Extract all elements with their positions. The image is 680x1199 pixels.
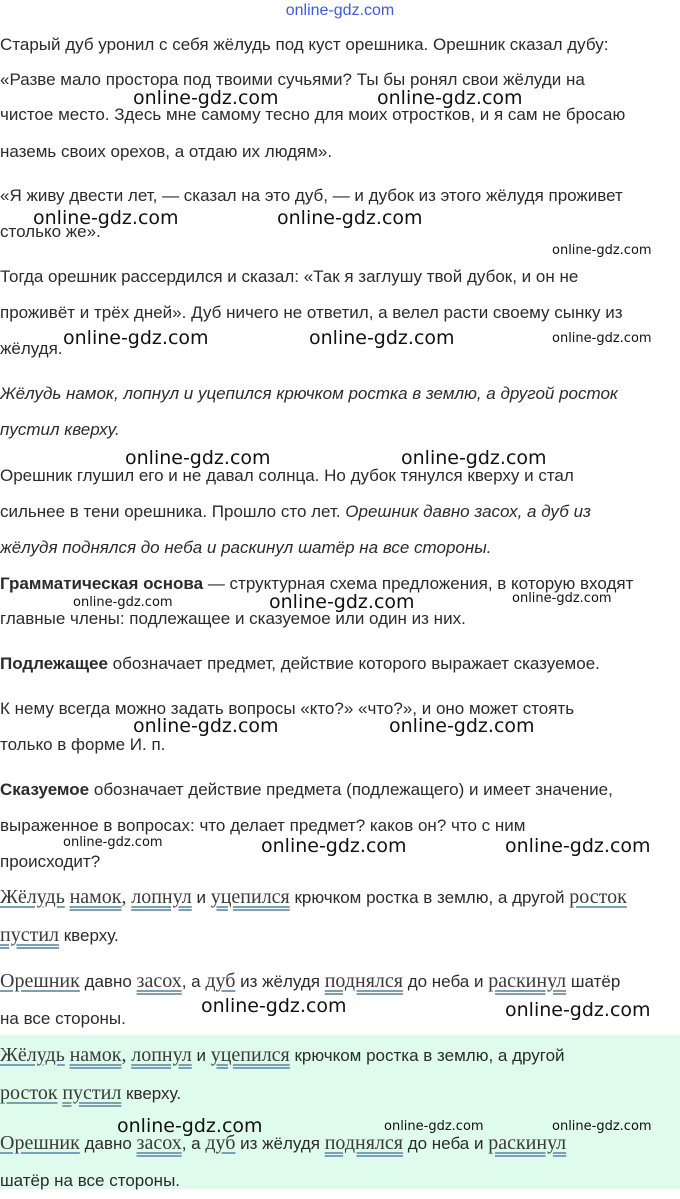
plain-text: шатёр (566, 972, 621, 991)
subject-word: Орешник (0, 1132, 80, 1154)
story-line: чистое место. Здесь мне самому тесно для моих отростков, и я сам не бросаю (0, 105, 626, 124)
watermark: online-gdz.com (401, 447, 547, 469)
watermark: online-gdz.com (63, 327, 209, 349)
italic-text: Орешник давно засох, а дуб из (345, 502, 591, 521)
plain-text: до неба и (402, 1134, 489, 1153)
predicate-word: поднялся (324, 1132, 403, 1154)
parsed-sentence-line (0, 878, 680, 916)
watermark: online-gdz.com (261, 835, 407, 857)
story-line: проживёт и трёх дней». Дуб ничего не ответил, а велел расти своему сынку из (0, 303, 623, 322)
separator: и (191, 1046, 211, 1065)
watermark: online-gdz.com (389, 715, 535, 737)
parsed-sentence-line (0, 916, 680, 954)
italic-text: жёлудя поднялся до неба и раскинул шатёр на все стороны. (0, 538, 492, 557)
watermark: online-gdz.com (269, 591, 415, 613)
watermark: online-gdz.com (201, 995, 347, 1017)
watermark: online-gdz.com (552, 331, 652, 346)
parsed-sentence-line: на все стороны. (0, 1009, 126, 1028)
subject-word: росток (0, 1082, 58, 1104)
story-line-italic (0, 375, 680, 412)
story-line-italic (0, 411, 680, 448)
site-header-link[interactable]: online-gdz.com (285, 2, 395, 19)
story-line: «Разве мало простора под твоими сучьями? Ты бы ронял свои жёлуди на (0, 70, 585, 89)
watermark: online-gdz.com (505, 835, 651, 857)
story-line: столько же». (0, 222, 101, 241)
story-line (0, 493, 680, 530)
plain-text: из жёлудя (235, 972, 325, 991)
watermark: online-gdz.com (73, 595, 173, 610)
watermark: online-gdz.com (552, 243, 652, 258)
predicate-word: раскинул (488, 970, 567, 992)
definition-text: обозначает предмет, действие которого выражает сказуемое. (107, 654, 600, 673)
predicate-word: раскинул (488, 1132, 567, 1154)
predicate-word: лопнул (131, 1044, 192, 1066)
definition-text: — структурная схема предложения, в которую входят (203, 574, 634, 593)
predicate-word: лопнул (131, 886, 192, 908)
predicate-word: уцепился (210, 886, 290, 908)
watermark: online-gdz.com (384, 1119, 484, 1134)
plain-text: давно (79, 1134, 137, 1153)
separator: , (121, 1044, 127, 1066)
predicate-word: поднялся (324, 970, 403, 992)
subject-word: Жёлудь (0, 1044, 65, 1066)
definition-line (0, 771, 680, 808)
plain-text: , а (181, 972, 206, 991)
italic-text: пустил кверху. (0, 420, 120, 439)
watermark: online-gdz.com (125, 447, 271, 469)
story-line: Тогда орешник рассердился и сказал: «Так я заглушу твой дубок, и он не (0, 267, 579, 286)
predicate-word: намок (69, 886, 122, 908)
definition-line: происходит? (0, 852, 101, 871)
plain-text: из жёлудя (235, 1134, 325, 1153)
predicate-word: уцепился (210, 1044, 290, 1066)
watermark: online-gdz.com (133, 87, 279, 109)
parsed-sentence-line (0, 1074, 680, 1112)
watermark: online-gdz.com (117, 1115, 263, 1137)
definition-line: главные члены: подлежащее и сказуемое или один из них. (0, 609, 466, 628)
plain-text: крючком ростка в землю, а другой (289, 888, 570, 907)
predicate-word: пустил (0, 924, 60, 946)
story-line: Старый дуб уронил с себя жёлудь под куст орешника. Орешник сказал дубу: (0, 35, 609, 54)
watermark: online-gdz.com (552, 1119, 652, 1134)
story-line: «Я живу двести лет, — сказал на это дуб, — и дубок из этого жёлудя проживет (0, 186, 623, 205)
subject-word: Жёлудь (0, 886, 65, 908)
plain-text: кверху. (59, 926, 119, 945)
story-line: Орешник глушил его и не давал солнца. Но дубок тянулся кверху и стал (0, 466, 574, 485)
story-line: наземь своих орехов, а отдаю их людям». (0, 142, 333, 161)
predicate-word: намок (69, 1044, 122, 1066)
subject-word: Орешник (0, 970, 80, 992)
plain-text: сильнее в тени орешника. Прошло сто лет. (0, 502, 346, 521)
plain-text: давно (79, 972, 137, 991)
watermark: online-gdz.com (63, 835, 163, 850)
watermark: online-gdz.com (309, 327, 455, 349)
definition-line: выраженное в вопросах: что делает предмет? каков он? что с ним (0, 816, 526, 835)
plain-text: , а (181, 1134, 206, 1153)
italic-text: Жёлудь намок, лопнул и уцепился крючком ростка в землю, а другой росток (0, 384, 618, 403)
watermark: online-gdz.com (277, 207, 423, 229)
subject-word: дуб (205, 1132, 236, 1154)
predicate-word: пустил (62, 1082, 122, 1104)
separator: и (191, 888, 211, 907)
parsed-sentence-line (0, 1036, 680, 1074)
parsed-sentence-line: шатёр на все стороны. (0, 1171, 181, 1190)
watermark: online-gdz.com (133, 715, 279, 737)
plain-text: до неба и (402, 972, 489, 991)
definition-text: обозначает действие предмета (подлежащего) и имеет значение, (89, 780, 613, 799)
term: Подлежащее (0, 654, 108, 673)
watermark: online-gdz.com (505, 999, 651, 1021)
plain-text: крючком ростка в землю, а другой (289, 1046, 565, 1065)
watermark: online-gdz.com (377, 87, 523, 109)
definition-line (0, 645, 680, 682)
subject-word: росток (569, 886, 627, 908)
predicate-word: засох (136, 970, 182, 992)
separator: , (121, 886, 127, 908)
story-line-italic (0, 529, 680, 566)
predicate-word: засох (136, 1132, 182, 1154)
watermark: online-gdz.com (512, 591, 612, 606)
definition-line: только в форме И. п. (0, 735, 166, 754)
story-line: жёлудя. (0, 339, 63, 358)
term: Сказуемое (0, 780, 90, 799)
term: Грамматическая основа (0, 574, 204, 593)
definition-line: К нему всегда можно задать вопросы «кто?» «что?», и оно может стоять (0, 699, 575, 718)
subject-word: дуб (205, 970, 236, 992)
plain-text: кверху. (121, 1084, 182, 1103)
watermark: online-gdz.com (33, 207, 179, 229)
